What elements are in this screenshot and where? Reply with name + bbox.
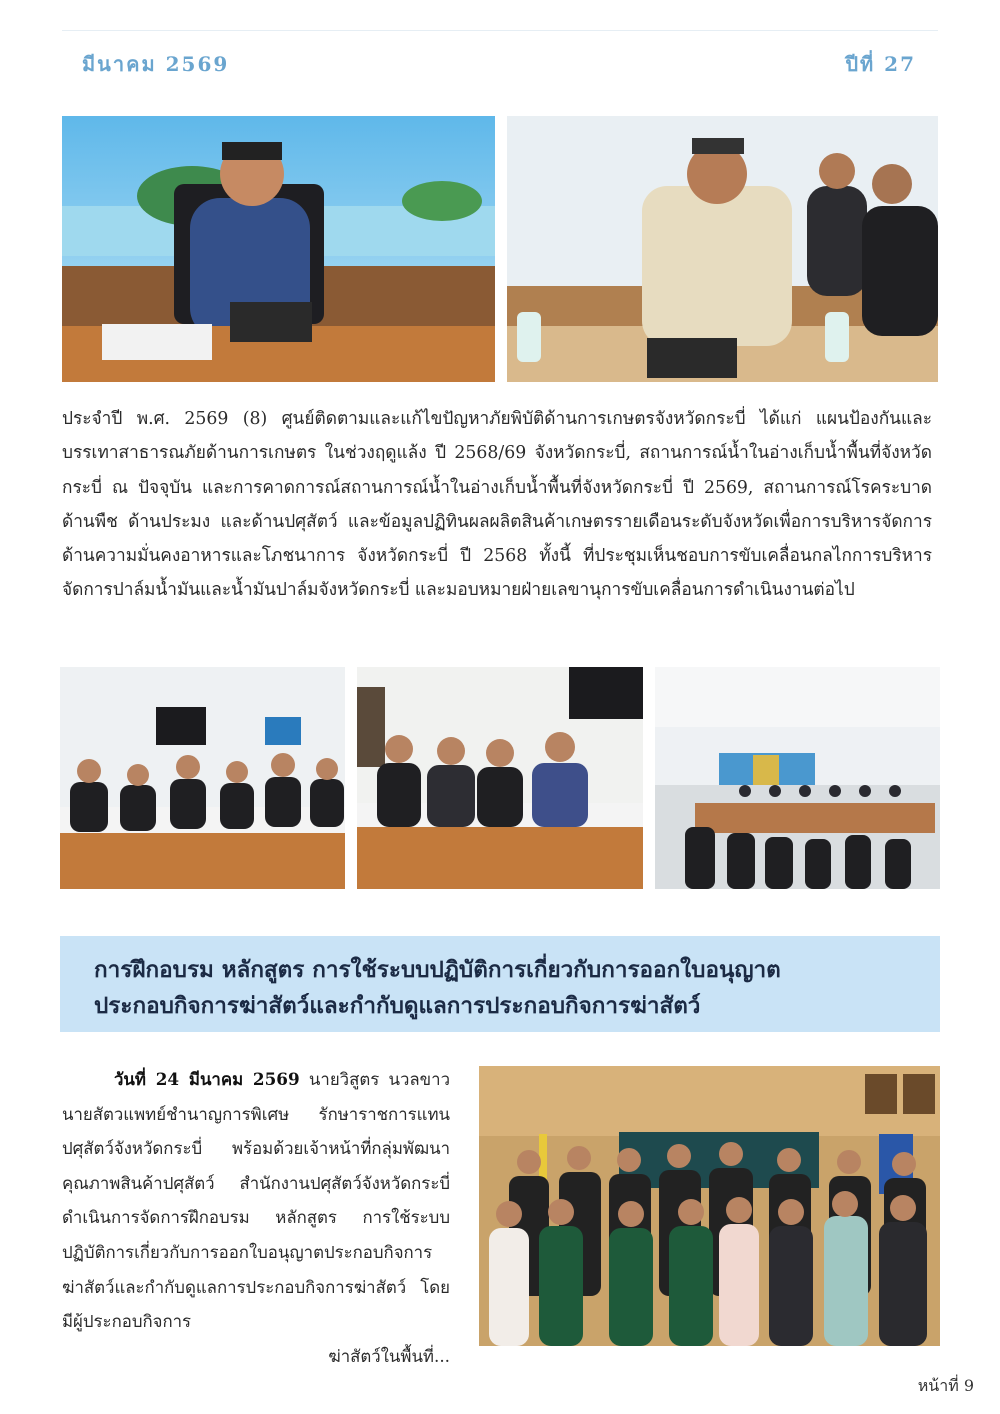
photo-meeting-room-wide: [655, 667, 940, 889]
photo-training-group: [479, 1066, 940, 1346]
page-number: หน้าที่ 9: [917, 1376, 974, 1395]
article-body: นายวิสูตร นวลขาว นายสัตวแพทย์ชำนาญการพิเศษ รักษาราชการแทนปศุสัตว์จังหวัดกระบี่ พร้อมด้วยเจ้าหน้าที่กลุ่มพัฒนาคุณภาพสินค้าปศุสัตว์ สำนักงานปศุสัตว์จังหวัดกระบี่ ดำเนินการจัดการฝึกอบรม หลักสูตร การใช้ระบบปฏิบัติการเกี่ยวกับการออกใบอนุญาตประกอบกิจการฆ่าสัตว์และกำกับดูแลการประกอบกิจการฆ่าสัตว์ โดยมีผู้ประกอบกิจการ: [62, 1069, 451, 1332]
section-title-line-2: ประกอบกิจการฆ่าสัตว์และกำกับดูแลการประกอบกิจการฆ่าสัตว์: [94, 993, 701, 1019]
header-divider: [62, 30, 938, 31]
photo-meeting-participants-left: [60, 667, 345, 889]
article-date: วันที่ 24 มีนาคม 2569: [114, 1069, 300, 1089]
section-title-banner: [60, 936, 940, 1032]
main-paragraph: ประจำปี พ.ศ. 2569 (8) ศูนย์ติดตามและแก้ไขปัญหาภัยพิบัติด้านการเกษตรจังหวัดกระบี่ ได้แก่ แผนป้องกันและบรรเทาสาธารณภัยด้านการเกษตร ในช่วงฤดูแล้ง ปี 2568/69 จังหวัดกระบี่, สถานการณ์น้ำในอ่างเก็บน้ำพื้นที่จังหวัดกระบี่ ณ ปัจจุบัน และการคาดการณ์สถานการณ์น้ำในอ่างเก็บน้ำพื้นที่จังหวัดกระบี่ ปี 2569, สถานการณ์โรคระบาด ด้านพืช ด้านประมง และด้านปศุสัตว์ และข้อมูลปฏิทินผลผลิตสินค้าเกษตรรายเดือนระดับจังหวัดเพื่อการบริหารจัดการด้านความมั่นคงอาหารและโภชนาการ จังหวัดกระบี่ ปี 2568 ทั้งนี้ ที่ประชุมเห็นชอบการขับเคลื่อนกลไกการบริหารจัดการปาล์มน้ำมันและน้ำมันปาล์มจังหวัดกระบี่ และมอบหมายฝ่ายเลขานุการขับเคลื่อนการดำเนินงานต่อไป: [62, 409, 932, 601]
article-text: [62, 1062, 450, 1373]
issue-month: มีนาคม 2569: [82, 52, 230, 76]
issue-volume: ปีที่ 27: [845, 52, 916, 76]
photo-official-uniform: [507, 116, 938, 382]
section-title-line-1: การฝึกอบรม หลักสูตร การใช้ระบบปฏิบัติการเกี่ยวกับการออกใบอนุญาต: [94, 957, 781, 983]
photo-meeting-participants-middle: [357, 667, 643, 889]
photo-chairman-speaking: [62, 116, 495, 382]
article-last-line: ฆ่าสัตว์ในพื้นที่...: [328, 1345, 450, 1366]
